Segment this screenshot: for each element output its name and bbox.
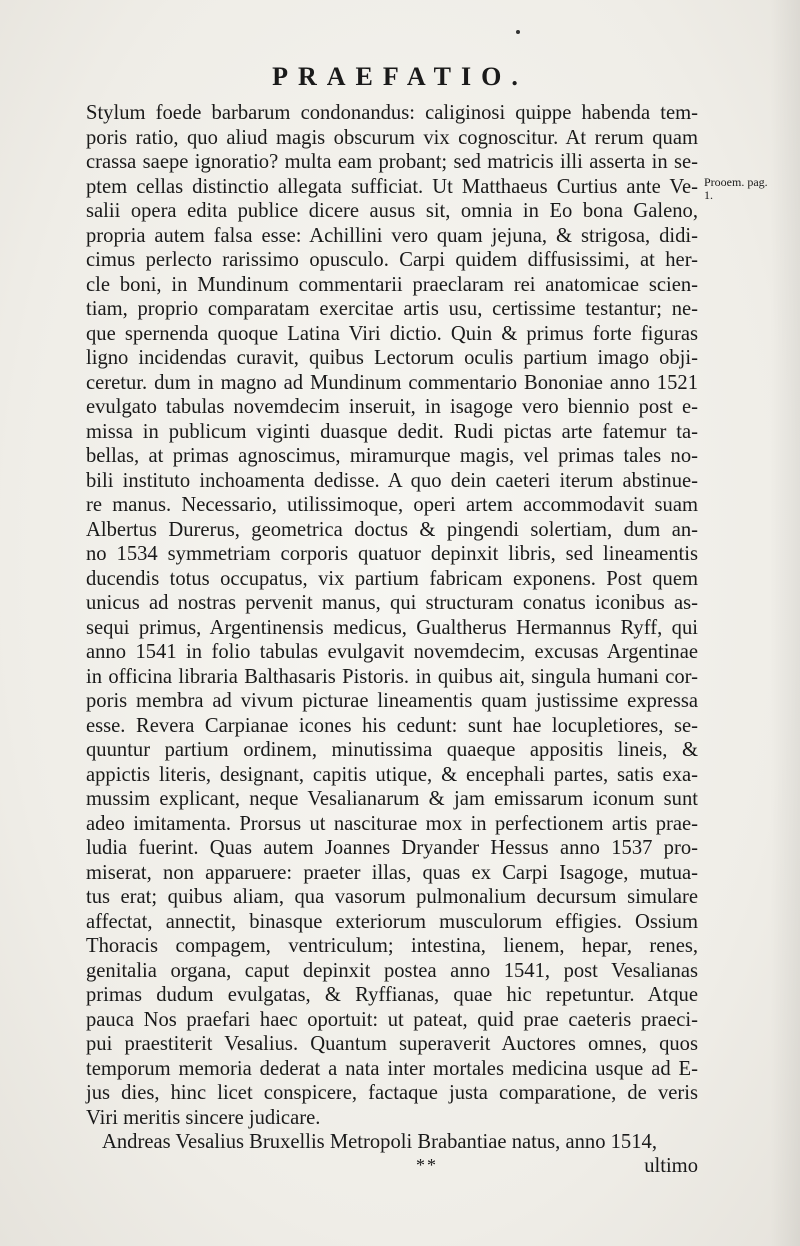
- text-line: ligno incidendas curavit, quibus Lectorum oculis partium imago obji-: [86, 347, 698, 369]
- catchword: ultimo: [644, 1155, 698, 1177]
- footer-catchline: [86, 1153, 698, 1179]
- text-line: jus dies, hinc licet conspicere, factaque justa comparatione, de veris: [86, 1082, 698, 1104]
- text-line: appictis literis, designant, capitis utique, & encephali partes, satis exa-: [86, 763, 698, 786]
- text-line: ceretur. dum in magno ad Mundinum commentario Bononiae anno 1521: [86, 371, 698, 394]
- text-line: Albertus Durerus, geometrica doctus & pingendi solertiam, dum an-: [86, 518, 698, 541]
- text-line: pui praestiterit Vesalius. Quantum superaverit Auctores omnes, quos: [86, 1033, 698, 1055]
- text-line: adeo imitamenta. Prorsus ut nasciturae mox in perfectionem artis prae-: [86, 812, 698, 835]
- text-line: quuntur partium ordinem, minutissima quaeque appositis lineis, &: [86, 739, 698, 761]
- text-line: missa in publicum viginti duasque dedit. Rudi pictas arte fatemur ta-: [86, 420, 698, 443]
- text-line: pauca Nos praefari haec oportuit: ut pateat, quid prae caeteris praeci-: [86, 1008, 698, 1031]
- text-line: no 1534 symmetriam corporis quatuor depinxit libris, sed lineamentis: [86, 543, 698, 565]
- signature-mark: **: [416, 1155, 438, 1175]
- text-line: evulgato tabulas novemdecim inseruit, in isagoge vero biennio post e-: [86, 396, 698, 418]
- text-line: sequi primus, Argentinensis medicus, Gualtherus Hermannus Ryff, qui: [86, 616, 698, 639]
- text-line: cimus perlecto rarissimo opusculo. Carpi quidem diffusissimi, at her-: [86, 249, 698, 271]
- text-line: Viri meritis sincere judicare.: [86, 1106, 321, 1129]
- text-line: affectat, annectit, binasque exteriorum musculorum effigies. Ossium: [86, 910, 698, 933]
- text-line: ptem cellas distinctio allegata sufficiat. Ut Matthaeus Curtius ante Ve-: [86, 175, 698, 198]
- text-line: miserat, non apparuere: praeter illas, quas ex Carpi Isagoge, mutua-: [86, 861, 698, 884]
- text-line: poris ratio, quo aliud magis obscurum vix cognoscitur. At rerum quam: [86, 126, 698, 149]
- text-line: primas dudum evulgatas, & Ryffianas, quae hic repetuntur. Atque: [86, 984, 698, 1006]
- text-line: crassa saepe ignoratio? multa eam probant; sed matricis illi asserta in se-: [86, 151, 698, 173]
- text-line: mussim explicant, neque Vesalianarum & jam emissarum iconum sunt: [86, 788, 698, 810]
- text-line: cle boni, in Mundinum commentarii praeclaram rei anatomicae scien-: [86, 273, 698, 296]
- text-line: tiam, proprio comparatam exercitae artis usu, certissime testantur; ne-: [86, 298, 698, 320]
- text-line: re manus. Necessario, utilissimoque, operi artem accommodavit suam: [86, 494, 698, 516]
- text-line: salii opera edita publice dicere ausus sit, omnia in Eo bona Galeno,: [86, 200, 698, 222]
- ink-spot: [516, 30, 520, 34]
- text-line: unicus ad nostras pervenit manus, qui structuram conatus iconibus as-: [86, 592, 698, 614]
- text-line: tus erat; quibus aliam, qua vasorum pulmonalium decursum simulare: [86, 886, 698, 908]
- page-edge-shadow: [770, 0, 800, 1246]
- text-line: que spernenda quoque Latina Viri dictio. Quin & primus forte figuras: [86, 322, 698, 345]
- text-line: poris membra ad vivum picturae lineamentis quam justissime expressa: [86, 690, 698, 712]
- body-text: [86, 101, 698, 1155]
- text-line: in officina libraria Balthasaris Pistoris. in quibus ait, singula humani cor-: [86, 665, 698, 688]
- text-line: bili instituto inchoamenta dedisse. A quo dein caeteri iterum abstinue-: [86, 469, 698, 492]
- text-line: propria autem falsa esse: Achillini vero quam jejuna, & strigosa, didi-: [86, 224, 698, 247]
- text-line: Andreas Vesalius Bruxellis Metropoli Brabantiae natus, anno 1514,: [102, 1131, 657, 1153]
- text-line: anno 1541 in folio tabulas evulgavit novemdecim, excusas Argentinae: [86, 641, 698, 663]
- text-line: temporum memoria dederat a nata inter mortales medicina usque ad E-: [86, 1057, 698, 1080]
- margin-note: Prooem. pag. 1.: [704, 175, 768, 202]
- text-line: Stylum foede barbarum condonandus: caliginosi quippe habenda tem-: [86, 102, 698, 124]
- text-line: genitalia organa, caput depinxit postea anno 1541, post Vesalianas: [86, 959, 698, 982]
- running-head-title: PRAEFATIO.: [272, 62, 528, 91]
- text-line: ludia fuerint. Quas autem Joannes Dryander Hessus anno 1537 pro-: [86, 837, 698, 859]
- text-line: bellas, at primas agnoscimus, miramurque magis, vel primas tales no-: [86, 445, 698, 467]
- text-line: Thoracis compagem, ventriculum; intestina, lienem, hepar, renes,: [86, 935, 698, 957]
- text-line: ducendis totus occupatus, vix partium fabricam exponens. Post quem: [86, 567, 698, 590]
- text-line: esse. Revera Carpianae icones his cedunt: sunt hae locupletiores, se-: [86, 714, 698, 737]
